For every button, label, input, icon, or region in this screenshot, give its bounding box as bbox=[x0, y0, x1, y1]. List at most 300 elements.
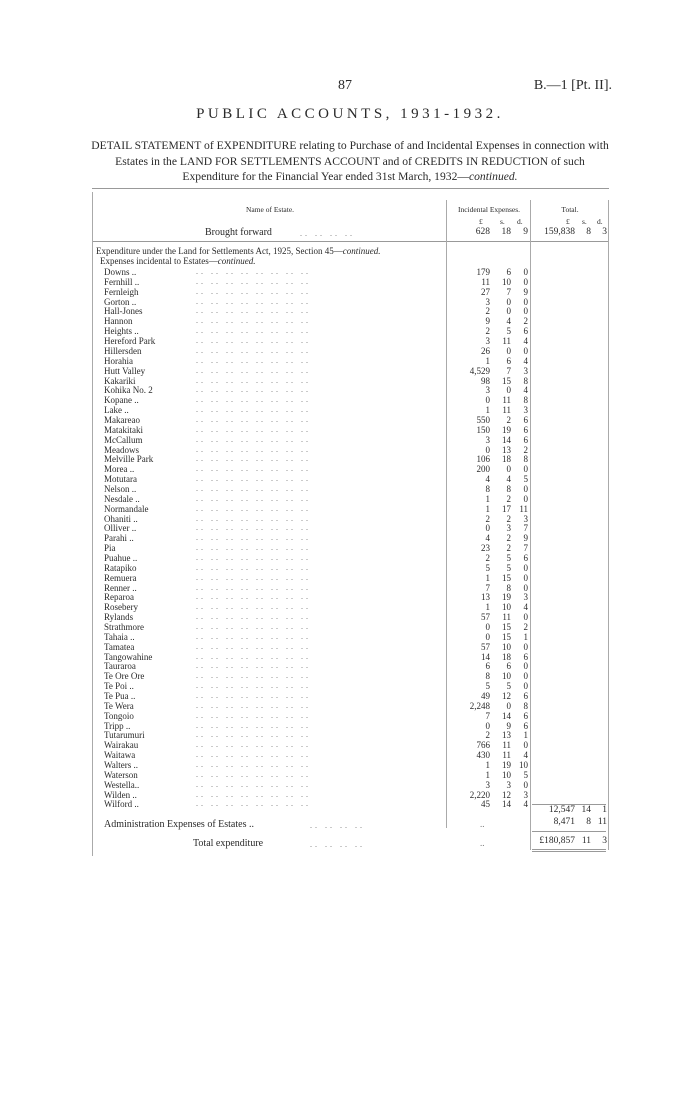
estate-name: Pia bbox=[104, 543, 116, 554]
amount-pounds: 98 bbox=[481, 375, 490, 386]
amount-shillings: 18 bbox=[502, 454, 511, 465]
leader-dots: .. .. .. .. .. .. .. .. bbox=[196, 296, 311, 306]
amount-pence: 0 bbox=[523, 582, 528, 593]
estate-name: Hillersden bbox=[104, 345, 142, 356]
leader-dots: .. .. .. .. .. .. .. .. bbox=[196, 543, 311, 553]
amount-shillings: 0 bbox=[506, 345, 511, 356]
table-row bbox=[0, 484, 700, 494]
amount-shillings: 3 bbox=[506, 523, 511, 534]
amount-pence: 0 bbox=[523, 306, 528, 317]
estate-name: Te Wera bbox=[104, 700, 134, 711]
amount-pence: 2 bbox=[523, 622, 528, 632]
amount-pence: 8 bbox=[523, 375, 528, 386]
leader-dots: .. .. .. .. .. .. .. .. bbox=[196, 444, 311, 454]
amount-shillings: 0 bbox=[506, 306, 511, 317]
subsection-heading-continued: continued. bbox=[217, 256, 256, 266]
leader-dots: .. .. .. .. .. .. .. .. bbox=[196, 602, 311, 612]
amount-pounds: 106 bbox=[476, 454, 490, 465]
table-row bbox=[0, 622, 700, 632]
amount-pounds: 3 bbox=[485, 385, 490, 396]
amount-pounds: 430 bbox=[476, 750, 490, 761]
amount-pence: 1 bbox=[602, 805, 607, 815]
table-row bbox=[0, 583, 700, 593]
amount-shillings: 8 bbox=[586, 227, 591, 237]
amount-pence: 0 bbox=[523, 483, 528, 494]
estate-name: Nesdale .. bbox=[104, 493, 140, 504]
amount-pence: 7 bbox=[523, 523, 528, 534]
leader-dots: .. .. .. .. bbox=[300, 229, 355, 238]
grand-total bbox=[531, 836, 609, 847]
estate-name: Lake .. bbox=[104, 405, 129, 415]
amount-pence: 0 bbox=[523, 464, 528, 475]
table-row bbox=[0, 395, 700, 405]
estate-name: Wilford .. bbox=[104, 799, 139, 810]
amount-shillings: 5 bbox=[506, 681, 511, 692]
amount-shillings: 11 bbox=[502, 405, 511, 415]
page-title: PUBLIC ACCOUNTS, 1931-1932. bbox=[196, 106, 504, 122]
estate-name: Motutara bbox=[104, 474, 137, 485]
amount-pounds: 1 bbox=[485, 572, 490, 583]
amount-pence: 11 bbox=[597, 817, 607, 827]
estate-name: Horahia bbox=[104, 355, 133, 366]
table-row bbox=[0, 543, 700, 553]
leader-dots: .. .. .. .. .. .. .. .. bbox=[196, 286, 311, 296]
amount-shillings: 0 bbox=[506, 700, 511, 711]
amount-pence: 4 bbox=[523, 750, 528, 761]
estate-name: Kohika No. 2 bbox=[104, 385, 153, 396]
table-row bbox=[0, 297, 700, 307]
amount-pounds: 1 bbox=[485, 405, 490, 415]
leader-dots: .. .. .. .. .. .. .. .. bbox=[196, 513, 311, 523]
amount-pounds: 2,220 bbox=[469, 789, 490, 800]
unit-shilling: s. bbox=[500, 217, 505, 226]
amount-shillings: 14 bbox=[502, 434, 511, 445]
amount-pence: 3 bbox=[523, 513, 528, 524]
amount-pounds: 12,547 bbox=[548, 805, 575, 815]
amount-pence: 6 bbox=[523, 424, 528, 435]
leader-dots: .. .. .. .. .. .. .. .. bbox=[196, 267, 311, 276]
amount-pounds: 2 bbox=[485, 552, 490, 563]
amount-pounds: 3 bbox=[485, 779, 490, 790]
leader-dots: .. .. .. .. .. .. .. .. bbox=[196, 740, 311, 750]
amount-shillings: 0 bbox=[506, 385, 511, 396]
amount-shillings: 2 bbox=[506, 543, 511, 554]
leader-dots: .. .. .. .. .. .. .. .. bbox=[196, 483, 311, 493]
amount-pence: 6 bbox=[523, 434, 528, 445]
estate-name: Morea .. bbox=[104, 464, 135, 475]
estates-subtotal bbox=[531, 805, 609, 816]
amount-pounds: 8 bbox=[485, 671, 490, 682]
estate-name: Renner .. bbox=[104, 582, 137, 593]
amount-pounds: 766 bbox=[476, 740, 490, 751]
leader-dots: .. .. .. .. .. .. .. .. bbox=[196, 779, 311, 789]
amount-pounds: 11 bbox=[481, 276, 490, 287]
brought-forward-total bbox=[531, 227, 609, 238]
leader-dots: .. .. .. .. .. .. .. .. bbox=[196, 474, 311, 484]
amount-pence: 2 bbox=[523, 316, 528, 327]
amount-shillings: 5 bbox=[506, 326, 511, 337]
leader-dots: .. .. .. .. .. .. .. .. bbox=[196, 533, 311, 543]
estate-name: Rosebery bbox=[104, 602, 138, 613]
amount-shillings: 5 bbox=[506, 562, 511, 573]
table-row bbox=[0, 602, 700, 612]
section-heading-text: Expenditure under the Land for Settlements Act, 1925, Section 45— bbox=[96, 246, 343, 256]
amount-pounds: 2 bbox=[485, 306, 490, 317]
unit-shilling: s. bbox=[582, 217, 587, 226]
table-row bbox=[0, 435, 700, 445]
table-row bbox=[0, 267, 700, 277]
amount-pounds: 200 bbox=[476, 464, 490, 475]
amount-pounds: 2 bbox=[485, 513, 490, 524]
amount-shillings: 14 bbox=[502, 799, 511, 810]
table-row bbox=[0, 346, 700, 356]
amount-pounds: 5 bbox=[485, 562, 490, 573]
amount-shillings: 0 bbox=[506, 296, 511, 307]
unit-pence: d. bbox=[597, 217, 603, 226]
amount-pounds: 0 bbox=[485, 444, 490, 455]
table-row bbox=[0, 760, 700, 770]
amount-pence: 5 bbox=[523, 474, 528, 485]
table-row bbox=[0, 533, 700, 543]
amount-shillings: 7 bbox=[506, 365, 511, 376]
amount-pounds: £180,857 bbox=[539, 836, 575, 846]
estate-name: Normandale bbox=[104, 503, 149, 514]
amount-pounds: 0 bbox=[485, 720, 490, 731]
leader-dots: .. .. .. .. .. .. .. .. bbox=[196, 750, 311, 760]
leader-dots: .. .. .. .. .. .. .. .. bbox=[196, 464, 311, 474]
amount-pounds: 5 bbox=[485, 681, 490, 692]
estate-name: Fernhill .. bbox=[104, 276, 140, 287]
leader-dots: .. .. .. .. .. .. .. .. bbox=[196, 631, 311, 641]
table-row bbox=[0, 671, 700, 681]
table-row bbox=[0, 504, 700, 514]
leader-dots: .. .. .. .. .. .. .. .. bbox=[196, 552, 311, 562]
amount-pounds: 1 bbox=[485, 760, 490, 770]
estate-name: Meadows bbox=[104, 444, 139, 455]
estate-name: Walters .. bbox=[104, 760, 139, 770]
amount-pounds: 150 bbox=[476, 424, 490, 435]
leader-dots: .. .. .. .. .. .. .. .. bbox=[196, 562, 311, 572]
amount-shillings: 10 bbox=[502, 641, 511, 652]
table-row bbox=[0, 445, 700, 455]
amount-pence: 0 bbox=[523, 267, 528, 277]
leader-dots: .. .. .. .. .. .. .. .. bbox=[196, 276, 311, 286]
amount-pounds: 13 bbox=[481, 592, 490, 603]
page-reference: B.—1 [Pt. II]. bbox=[533, 78, 612, 93]
table-row bbox=[0, 632, 700, 642]
leader-dots: .. .. .. .. .. .. .. .. bbox=[196, 592, 311, 602]
estate-name: Hall-Jones bbox=[104, 306, 143, 317]
estate-name: McCallum bbox=[104, 434, 143, 445]
amount-shillings: 4 bbox=[506, 474, 511, 485]
leader-dots: .. .. .. .. .. .. .. .. bbox=[196, 523, 311, 533]
amount-pence: 0 bbox=[523, 661, 528, 672]
amount-pence: 0 bbox=[523, 740, 528, 751]
estate-name: Tahaia .. bbox=[104, 631, 135, 642]
estate-name: Hannon bbox=[104, 316, 133, 327]
leader-dots: .. .. .. .. .. .. .. .. bbox=[196, 622, 311, 631]
table-row bbox=[0, 730, 700, 740]
amount-pence: 5 bbox=[523, 769, 528, 780]
amount-shillings: 15 bbox=[502, 572, 511, 583]
amount-shillings: 10 bbox=[502, 769, 511, 780]
amount-pence: 1 bbox=[523, 730, 528, 741]
estate-name: Waitawa bbox=[104, 750, 136, 761]
estate-name: Reparoa bbox=[104, 592, 134, 603]
leader-dots: .. bbox=[480, 819, 485, 829]
leader-dots: .. .. .. .. .. .. .. .. bbox=[196, 375, 311, 385]
amount-shillings: 10 bbox=[502, 276, 511, 287]
estate-name: Rylands bbox=[104, 612, 134, 623]
amount-pence: 0 bbox=[523, 641, 528, 652]
amount-pounds: 2 bbox=[485, 326, 490, 337]
brought-forward-incidental bbox=[448, 227, 530, 238]
table-row bbox=[0, 366, 700, 376]
leader-dots: .. .. .. .. .. .. .. .. bbox=[196, 316, 311, 326]
leader-dots: .. .. .. .. .. .. .. .. bbox=[196, 651, 311, 661]
amount-pence: 7 bbox=[523, 543, 528, 554]
table-row bbox=[0, 287, 700, 297]
leader-dots: .. .. .. .. .. .. .. .. bbox=[196, 395, 311, 405]
amount-pounds: 1 bbox=[485, 503, 490, 514]
table-row bbox=[0, 711, 700, 721]
column-header-incidental: Incidental Expenses. bbox=[457, 205, 521, 214]
estate-name: Heights .. bbox=[104, 326, 139, 337]
amount-shillings: 15 bbox=[502, 622, 511, 632]
section-heading-continued: continued. bbox=[342, 246, 381, 256]
statement-heading-continued: continued. bbox=[468, 170, 518, 183]
table-row bbox=[0, 563, 700, 573]
amount-pence: 9 bbox=[523, 286, 528, 297]
column-header-total: Total. bbox=[561, 205, 579, 214]
leader-dots: .. .. .. .. .. .. .. .. bbox=[196, 385, 311, 395]
admin-expenses-label: Administration Expenses of Estates .. bbox=[104, 819, 254, 830]
amount-pence: 3 bbox=[602, 227, 607, 237]
estate-name: Matakitaki bbox=[104, 424, 143, 435]
leader-dots: .. .. .. .. .. .. .. .. bbox=[196, 700, 311, 710]
amount-pence: 6 bbox=[523, 651, 528, 662]
amount-pounds: 0 bbox=[485, 622, 490, 632]
amount-shillings: 8 bbox=[506, 582, 511, 593]
amount-pounds: 7 bbox=[485, 710, 490, 721]
table-row bbox=[0, 612, 700, 622]
table-row bbox=[0, 523, 700, 533]
table-row bbox=[0, 454, 700, 464]
leader-dots: .. .. .. .. .. .. .. .. bbox=[196, 661, 311, 671]
grand-total-double-rule bbox=[532, 851, 606, 852]
leader-dots: .. .. .. .. .. .. .. .. bbox=[196, 730, 311, 740]
amount-shillings: 3 bbox=[506, 779, 511, 790]
amount-shillings: 19 bbox=[502, 760, 511, 770]
amount-pence: 0 bbox=[523, 562, 528, 573]
amount-shillings: 6 bbox=[506, 267, 511, 277]
amount-pence: 2 bbox=[523, 444, 528, 455]
amount-shillings: 18 bbox=[502, 651, 511, 662]
amount-pence: 3 bbox=[523, 365, 528, 376]
table-row bbox=[0, 652, 700, 662]
amount-shillings: 12 bbox=[502, 691, 511, 701]
estate-name: Tongoio bbox=[104, 710, 134, 721]
table-row bbox=[0, 740, 700, 750]
estate-name: Kopane .. bbox=[104, 395, 139, 406]
leader-dots: .. .. .. .. .. .. .. .. bbox=[196, 789, 311, 799]
table-row bbox=[0, 316, 700, 326]
grand-total-top-rule bbox=[532, 831, 606, 832]
amount-pounds: 4,529 bbox=[469, 365, 490, 376]
leader-dots: .. .. .. .. .. .. .. .. bbox=[196, 671, 311, 681]
estate-name: Ratapiko bbox=[104, 562, 137, 573]
table-row bbox=[0, 721, 700, 731]
leader-dots: .. .. .. .. .. .. .. .. bbox=[196, 720, 311, 730]
estate-name: Nelson .. bbox=[104, 483, 137, 494]
amount-shillings: 13 bbox=[502, 444, 511, 455]
table-row bbox=[0, 385, 700, 395]
amount-pounds: 7 bbox=[485, 582, 490, 593]
amount-pounds: 2 bbox=[485, 730, 490, 741]
amount-pounds: 6 bbox=[485, 661, 490, 672]
estate-name: Wairakau bbox=[104, 740, 139, 751]
estate-name: Tauraroa bbox=[104, 661, 136, 672]
estate-name: Te Pua .. bbox=[104, 691, 136, 701]
amount-pounds: 0 bbox=[485, 395, 490, 406]
leader-dots: .. .. .. .. bbox=[310, 821, 365, 830]
amount-pounds: 45 bbox=[481, 799, 490, 810]
table-row bbox=[0, 681, 700, 691]
unit-pence: d. bbox=[517, 217, 523, 226]
estate-name: Tangowahine bbox=[104, 651, 153, 662]
estate-name: Makareao bbox=[104, 414, 140, 425]
estate-name: Hereford Park bbox=[104, 336, 156, 346]
leader-dots: .. .. .. .. .. .. .. .. bbox=[196, 345, 311, 355]
amount-pence: 0 bbox=[523, 671, 528, 682]
leader-dots: .. .. .. .. .. .. .. .. bbox=[196, 710, 311, 720]
table-row bbox=[0, 514, 700, 524]
table-row bbox=[0, 691, 700, 701]
statement-heading-text: DETAIL STATEMENT of EXPENDITURE relating to Purchase of and Incidental Expenses in connection with Estates in the LAND FOR SETTLEMENTS ACCOUNT and of CREDITS IN REDUCTION of such Expenditure for the Financial Year ended 31st March, 1932— bbox=[91, 139, 609, 183]
amount-pence: 4 bbox=[523, 355, 528, 366]
amount-pounds: 14 bbox=[481, 651, 490, 662]
table-row bbox=[0, 376, 700, 386]
table-row bbox=[0, 494, 700, 504]
amount-pence: 0 bbox=[523, 779, 528, 790]
amount-shillings: 15 bbox=[502, 631, 511, 642]
leader-dots: .. .. .. .. .. .. .. .. bbox=[196, 326, 311, 336]
amount-pounds: 1 bbox=[485, 493, 490, 504]
amount-shillings: 10 bbox=[502, 602, 511, 613]
amount-pence: 4 bbox=[523, 602, 528, 613]
amount-pounds: 0 bbox=[485, 523, 490, 534]
leader-dots: .. .. .. .. .. .. .. .. bbox=[196, 306, 311, 316]
amount-pence: 6 bbox=[523, 710, 528, 721]
leader-dots: .. .. .. .. .. .. .. .. bbox=[196, 434, 311, 444]
page-number: 87 bbox=[338, 78, 352, 93]
amount-shillings: 2 bbox=[506, 533, 511, 544]
amount-shillings: 11 bbox=[502, 740, 511, 751]
amount-pence: 0 bbox=[523, 681, 528, 692]
leader-dots: .. .. .. .. .. .. .. .. bbox=[196, 503, 311, 513]
estate-name: Tamatea bbox=[104, 641, 135, 652]
amount-pence: 0 bbox=[523, 345, 528, 356]
estate-name: Strathmore bbox=[104, 622, 144, 632]
table-row bbox=[0, 790, 700, 800]
amount-pounds: 0 bbox=[485, 631, 490, 642]
amount-shillings: 13 bbox=[502, 730, 511, 741]
amount-shillings: 4 bbox=[506, 316, 511, 327]
leader-dots: .. .. .. .. .. .. .. .. bbox=[196, 493, 311, 503]
estate-name: Fernleigh bbox=[104, 286, 139, 297]
subsection-heading-text: Expenses incidental to Estates— bbox=[100, 256, 218, 266]
amount-pence: 9 bbox=[523, 533, 528, 544]
amount-pounds: 179 bbox=[476, 267, 490, 277]
amount-shillings: 7 bbox=[506, 286, 511, 297]
table-row bbox=[0, 277, 700, 287]
estate-name: Te Poi .. bbox=[104, 681, 134, 692]
estate-name: Wilden .. bbox=[104, 789, 137, 800]
table-row bbox=[0, 780, 700, 790]
amount-shillings: 15 bbox=[502, 375, 511, 386]
estate-name: Kakariki bbox=[104, 375, 136, 386]
amount-pence: 6 bbox=[523, 414, 528, 425]
amount-pounds: 1 bbox=[485, 602, 490, 613]
leader-dots: .. bbox=[480, 838, 485, 848]
amount-pounds: 3 bbox=[485, 296, 490, 307]
amount-pounds: 26 bbox=[481, 345, 490, 356]
amount-pounds: 8 bbox=[485, 483, 490, 494]
estate-name: Remuera bbox=[104, 572, 137, 583]
table-row bbox=[0, 642, 700, 652]
statement-heading bbox=[90, 138, 610, 185]
amount-pounds: 57 bbox=[481, 612, 490, 623]
table-row bbox=[0, 306, 700, 316]
amount-shillings: 14 bbox=[502, 710, 511, 721]
table-row bbox=[0, 701, 700, 711]
amount-shillings: 11 bbox=[502, 395, 511, 406]
amount-shillings: 11 bbox=[581, 836, 591, 846]
grand-total-double-rule bbox=[532, 849, 606, 850]
estate-name: Waterson bbox=[104, 769, 138, 780]
leader-dots: .. .. .. .. .. .. .. .. bbox=[196, 365, 311, 375]
amount-pounds: 4 bbox=[485, 533, 490, 544]
amount-pence: 3 bbox=[523, 592, 528, 603]
table-row bbox=[0, 592, 700, 602]
table-row bbox=[0, 553, 700, 563]
leader-dots: .. .. .. .. .. .. .. .. bbox=[196, 760, 311, 769]
amount-shillings: 10 bbox=[502, 671, 511, 682]
amount-shillings: 2 bbox=[506, 493, 511, 504]
amount-pence: 4 bbox=[523, 799, 528, 810]
amount-shillings: 19 bbox=[502, 424, 511, 435]
unit-pound: £ bbox=[479, 217, 483, 226]
amount-pounds: 23 bbox=[481, 543, 490, 554]
amount-pence: 8 bbox=[523, 454, 528, 465]
amount-shillings: 9 bbox=[506, 720, 511, 731]
leader-dots: .. .. .. .. .. .. .. .. bbox=[196, 799, 311, 809]
estate-name: Parahi .. bbox=[104, 533, 134, 544]
table-row bbox=[0, 336, 700, 346]
amount-pounds: 2,248 bbox=[469, 700, 490, 711]
amount-pence: 4 bbox=[523, 385, 528, 396]
table-top-rule bbox=[92, 188, 609, 189]
table-row bbox=[0, 464, 700, 474]
leader-dots: .. .. .. .. .. .. .. .. bbox=[196, 424, 311, 434]
leader-dots: .. .. .. .. bbox=[310, 840, 365, 849]
amount-shillings: 17 bbox=[502, 503, 511, 514]
amount-pounds: 1 bbox=[485, 355, 490, 366]
amount-pence: 1 bbox=[523, 631, 528, 642]
table-row bbox=[0, 770, 700, 780]
amount-shillings: 2 bbox=[506, 513, 511, 524]
amount-pence: 9 bbox=[523, 227, 528, 237]
